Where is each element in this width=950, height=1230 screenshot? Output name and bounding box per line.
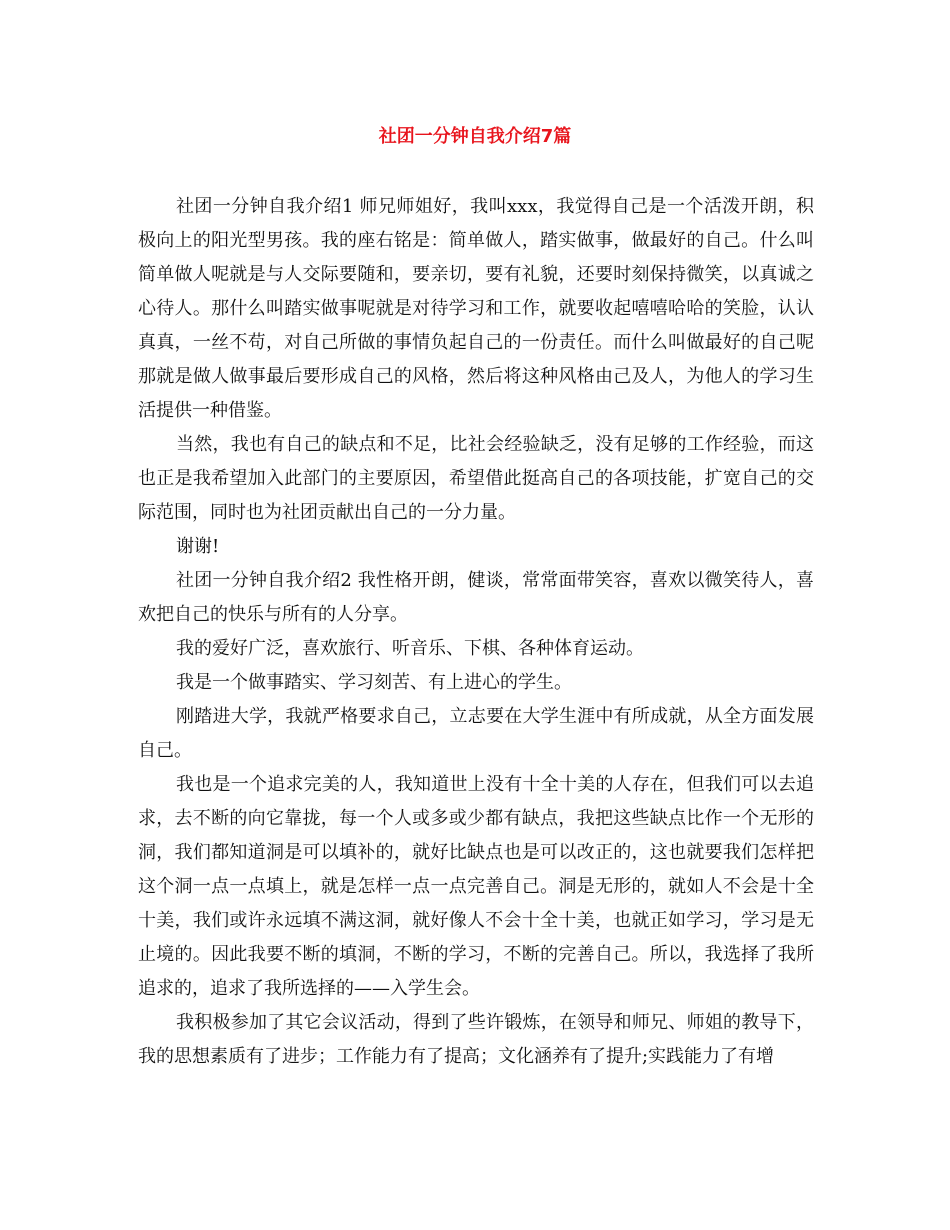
paragraph-thanks: 谢谢! — [176, 536, 220, 557]
paragraph-intro-1: 社团一分钟自我介绍1 师兄师姐好，我叫xxx，我觉得自己是一个活泼开朗，积极向上的阳光型男孩。我的座右铭是：简单做人，踏实做事，做最好的自己。什么叫简单做人呢就是与人交际要随和，要亲切，要有礼貌，还要时刻保持微笑，以真诚之心待人。那什么叫踏实做事呢就是对待学习和工作，就要收起嘻嘻哈哈的笑脸，认认真真，一丝不苟，对自己所做的事情负起自己的一份责任。而什么叫做最好的自己呢那就是做人做事最后要形成自己的风格，然后将这种风格由己及人，为他人的学习生活提供一种借鉴。 — [138, 196, 814, 421]
paragraph-university: 刚踏进大学，我就严格要求自己，立志要在大学生涯中有所成就，从全方面发展自己。 — [138, 706, 814, 761]
paragraph-intro-2: 社团一分钟自我介绍2 我性格开朗，健谈，常常面带笑容，喜欢以微笑待人，喜欢把自己的快乐与所有的人分享。 — [138, 570, 814, 625]
paragraph-activities: 我积极参加了其它会议活动，得到了些许锻炼，在领导和师兄、师姐的教导下，我的思想素质有了进步；工作能力有了提高；文化涵养有了提升;实践能力了有增 — [138, 1012, 814, 1067]
paragraph-perfection: 我也是一个追求完美的人，我知道世上没有十全十美的人存在，但我们可以去追求，去不断的向它靠拢，每一个人或多或少都有缺点，我把这些缺点比作一个无形的洞，我们都知道洞是可以填补的，就好比缺点也是可以改正的，这也就要我们怎样把这个洞一点一点填上，就是怎样一点一点完善自己。洞是无形的，就如人不会是十全十美，我们或许永远填不满这洞，就好像人不会十全十美，也就正如学习，学习是无止境的。因此我要不断的填洞，不断的学习，不断的完善自己。所以，我选择了我所追求的，追求了我所选择的——入学生会。 — [138, 774, 814, 999]
paragraph-shortcomings: 当然，我也有自己的缺点和不足，比社会经验缺乏，没有足够的工作经验，而这也正是我希望加入此部门的主要原因，希望借此挺高自己的各项技能，扩宽自己的交际范围，同时也为社团贡献出自己的一分力量。 — [138, 434, 814, 523]
paragraph-character: 我是一个做事踏实、学习刻苦、有上进心的学生。 — [176, 672, 572, 693]
document-body — [138, 190, 814, 1074]
paragraph-hobbies: 我的爱好广泛，喜欢旅行、听音乐、下棋、各种体育运动。 — [176, 638, 644, 659]
document-title: 社团一分钟自我介绍7篇 — [378, 126, 572, 147]
